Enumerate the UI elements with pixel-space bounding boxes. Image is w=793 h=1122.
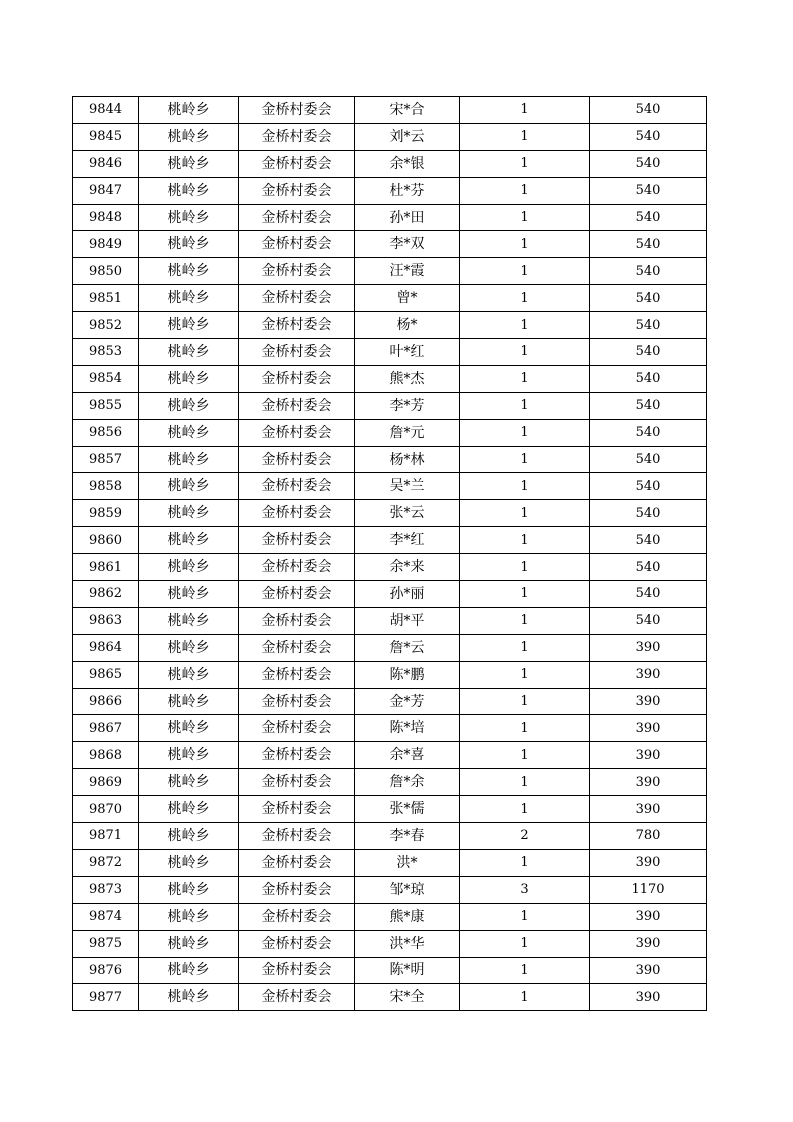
cell-count: 1	[460, 177, 590, 204]
table-row	[73, 123, 707, 150]
cell-amount: 390	[590, 903, 707, 930]
cell-count: 1	[460, 984, 590, 1011]
cell-name: 孙*丽	[355, 581, 460, 608]
cell-township: 桃岭乡	[139, 742, 239, 769]
cell-township: 桃岭乡	[139, 231, 239, 258]
cell-name: 余*来	[355, 554, 460, 581]
cell-name: 李*双	[355, 231, 460, 258]
cell-count: 1	[460, 849, 590, 876]
cell-name: 李*芳	[355, 392, 460, 419]
cell-township: 桃岭乡	[139, 581, 239, 608]
cell-name: 熊*杰	[355, 365, 460, 392]
cell-number: 9863	[73, 607, 139, 634]
table-row	[73, 339, 707, 366]
cell-count: 1	[460, 715, 590, 742]
cell-number: 9876	[73, 957, 139, 984]
cell-amount: 540	[590, 97, 707, 124]
cell-name: 詹*云	[355, 634, 460, 661]
cell-amount: 540	[590, 339, 707, 366]
cell-village: 金桥村委会	[239, 97, 355, 124]
cell-name: 陈*明	[355, 957, 460, 984]
table-body	[73, 97, 707, 1011]
data-table	[72, 96, 707, 1011]
table-row	[73, 581, 707, 608]
cell-name: 孙*田	[355, 204, 460, 231]
cell-amount: 540	[590, 204, 707, 231]
table-row	[73, 527, 707, 554]
cell-village: 金桥村委会	[239, 204, 355, 231]
cell-number: 9872	[73, 849, 139, 876]
cell-count: 1	[460, 903, 590, 930]
cell-number: 9851	[73, 285, 139, 312]
cell-amount: 390	[590, 957, 707, 984]
table-row	[73, 500, 707, 527]
cell-name: 杨*	[355, 312, 460, 339]
cell-township: 桃岭乡	[139, 204, 239, 231]
cell-village: 金桥村委会	[239, 500, 355, 527]
cell-amount: 390	[590, 849, 707, 876]
cell-amount: 540	[590, 150, 707, 177]
cell-count: 1	[460, 204, 590, 231]
cell-count: 1	[460, 392, 590, 419]
cell-number: 9869	[73, 769, 139, 796]
cell-name: 胡*平	[355, 607, 460, 634]
cell-township: 桃岭乡	[139, 930, 239, 957]
cell-name: 叶*红	[355, 339, 460, 366]
cell-count: 1	[460, 957, 590, 984]
cell-count: 1	[460, 796, 590, 823]
cell-amount: 540	[590, 312, 707, 339]
cell-name: 余*喜	[355, 742, 460, 769]
cell-township: 桃岭乡	[139, 634, 239, 661]
cell-village: 金桥村委会	[239, 849, 355, 876]
cell-village: 金桥村委会	[239, 365, 355, 392]
table-row	[73, 97, 707, 124]
table-row	[73, 957, 707, 984]
cell-name: 邹*琼	[355, 876, 460, 903]
cell-count: 1	[460, 527, 590, 554]
cell-name: 余*银	[355, 150, 460, 177]
cell-township: 桃岭乡	[139, 903, 239, 930]
cell-name: 詹*余	[355, 769, 460, 796]
table-row	[73, 258, 707, 285]
table-row	[73, 177, 707, 204]
table-row	[73, 742, 707, 769]
cell-amount: 390	[590, 984, 707, 1011]
cell-township: 桃岭乡	[139, 419, 239, 446]
cell-number: 9877	[73, 984, 139, 1011]
cell-amount: 540	[590, 123, 707, 150]
cell-count: 3	[460, 876, 590, 903]
table-row	[73, 312, 707, 339]
cell-amount: 390	[590, 796, 707, 823]
cell-number: 9857	[73, 446, 139, 473]
cell-count: 1	[460, 634, 590, 661]
cell-count: 1	[460, 339, 590, 366]
cell-township: 桃岭乡	[139, 258, 239, 285]
cell-name: 宋*合	[355, 97, 460, 124]
cell-village: 金桥村委会	[239, 742, 355, 769]
cell-amount: 540	[590, 258, 707, 285]
cell-amount: 780	[590, 823, 707, 850]
table-row	[73, 446, 707, 473]
cell-village: 金桥村委会	[239, 150, 355, 177]
cell-name: 吴*兰	[355, 473, 460, 500]
cell-township: 桃岭乡	[139, 312, 239, 339]
cell-amount: 540	[590, 392, 707, 419]
table-row	[73, 150, 707, 177]
cell-number: 9854	[73, 365, 139, 392]
cell-name: 张*儒	[355, 796, 460, 823]
cell-township: 桃岭乡	[139, 123, 239, 150]
cell-count: 1	[460, 419, 590, 446]
cell-amount: 390	[590, 930, 707, 957]
cell-number: 9860	[73, 527, 139, 554]
table-row	[73, 634, 707, 661]
cell-township: 桃岭乡	[139, 823, 239, 850]
cell-number: 9856	[73, 419, 139, 446]
cell-number: 9846	[73, 150, 139, 177]
cell-township: 桃岭乡	[139, 984, 239, 1011]
cell-name: 洪*华	[355, 930, 460, 957]
cell-name: 熊*康	[355, 903, 460, 930]
table-row	[73, 204, 707, 231]
cell-number: 9852	[73, 312, 139, 339]
cell-number: 9867	[73, 715, 139, 742]
cell-township: 桃岭乡	[139, 97, 239, 124]
cell-number: 9868	[73, 742, 139, 769]
cell-number: 9871	[73, 823, 139, 850]
cell-number: 9844	[73, 97, 139, 124]
table-row	[73, 715, 707, 742]
cell-number: 9847	[73, 177, 139, 204]
cell-township: 桃岭乡	[139, 500, 239, 527]
cell-amount: 540	[590, 581, 707, 608]
cell-name: 陈*培	[355, 715, 460, 742]
cell-name: 金*芳	[355, 688, 460, 715]
cell-amount: 540	[590, 500, 707, 527]
cell-village: 金桥村委会	[239, 231, 355, 258]
cell-village: 金桥村委会	[239, 123, 355, 150]
cell-number: 9855	[73, 392, 139, 419]
cell-township: 桃岭乡	[139, 554, 239, 581]
cell-village: 金桥村委会	[239, 392, 355, 419]
cell-count: 1	[460, 742, 590, 769]
cell-village: 金桥村委会	[239, 258, 355, 285]
cell-amount: 540	[590, 365, 707, 392]
document-page	[72, 96, 706, 1011]
cell-township: 桃岭乡	[139, 715, 239, 742]
cell-village: 金桥村委会	[239, 312, 355, 339]
table-row	[73, 849, 707, 876]
cell-township: 桃岭乡	[139, 150, 239, 177]
table-row	[73, 554, 707, 581]
table-row	[73, 903, 707, 930]
cell-count: 1	[460, 123, 590, 150]
table-row	[73, 285, 707, 312]
cell-village: 金桥村委会	[239, 688, 355, 715]
cell-village: 金桥村委会	[239, 930, 355, 957]
cell-name: 汪*霞	[355, 258, 460, 285]
cell-count: 1	[460, 285, 590, 312]
cell-village: 金桥村委会	[239, 419, 355, 446]
cell-number: 9865	[73, 661, 139, 688]
table-row	[73, 984, 707, 1011]
table-row	[73, 473, 707, 500]
cell-number: 9849	[73, 231, 139, 258]
cell-village: 金桥村委会	[239, 823, 355, 850]
cell-village: 金桥村委会	[239, 634, 355, 661]
cell-number: 9862	[73, 581, 139, 608]
cell-amount: 1170	[590, 876, 707, 903]
cell-township: 桃岭乡	[139, 285, 239, 312]
cell-township: 桃岭乡	[139, 661, 239, 688]
cell-village: 金桥村委会	[239, 796, 355, 823]
cell-village: 金桥村委会	[239, 473, 355, 500]
cell-township: 桃岭乡	[139, 392, 239, 419]
cell-number: 9870	[73, 796, 139, 823]
cell-count: 1	[460, 473, 590, 500]
cell-count: 1	[460, 97, 590, 124]
cell-name: 曾*	[355, 285, 460, 312]
cell-name: 宋*全	[355, 984, 460, 1011]
cell-number: 9875	[73, 930, 139, 957]
cell-township: 桃岭乡	[139, 769, 239, 796]
cell-count: 1	[460, 688, 590, 715]
cell-count: 1	[460, 258, 590, 285]
cell-amount: 540	[590, 473, 707, 500]
table-row	[73, 796, 707, 823]
cell-village: 金桥村委会	[239, 769, 355, 796]
cell-township: 桃岭乡	[139, 607, 239, 634]
cell-count: 1	[460, 581, 590, 608]
cell-amount: 390	[590, 634, 707, 661]
cell-village: 金桥村委会	[239, 581, 355, 608]
table-row	[73, 876, 707, 903]
cell-village: 金桥村委会	[239, 446, 355, 473]
cell-township: 桃岭乡	[139, 473, 239, 500]
cell-count: 1	[460, 769, 590, 796]
table-row	[73, 392, 707, 419]
cell-name: 杨*林	[355, 446, 460, 473]
cell-amount: 390	[590, 715, 707, 742]
cell-township: 桃岭乡	[139, 527, 239, 554]
cell-number: 9845	[73, 123, 139, 150]
cell-village: 金桥村委会	[239, 339, 355, 366]
cell-village: 金桥村委会	[239, 984, 355, 1011]
cell-village: 金桥村委会	[239, 285, 355, 312]
cell-village: 金桥村委会	[239, 177, 355, 204]
cell-amount: 390	[590, 661, 707, 688]
cell-number: 9873	[73, 876, 139, 903]
cell-township: 桃岭乡	[139, 688, 239, 715]
table-row	[73, 419, 707, 446]
cell-amount: 390	[590, 688, 707, 715]
cell-village: 金桥村委会	[239, 661, 355, 688]
cell-village: 金桥村委会	[239, 715, 355, 742]
cell-name: 张*云	[355, 500, 460, 527]
cell-number: 9853	[73, 339, 139, 366]
cell-village: 金桥村委会	[239, 527, 355, 554]
cell-village: 金桥村委会	[239, 876, 355, 903]
cell-number: 9874	[73, 903, 139, 930]
cell-count: 1	[460, 231, 590, 258]
cell-count: 1	[460, 661, 590, 688]
cell-amount: 540	[590, 285, 707, 312]
cell-amount: 390	[590, 769, 707, 796]
cell-village: 金桥村委会	[239, 607, 355, 634]
cell-number: 9859	[73, 500, 139, 527]
cell-name: 陈*鹏	[355, 661, 460, 688]
table-row	[73, 823, 707, 850]
cell-name: 詹*元	[355, 419, 460, 446]
cell-township: 桃岭乡	[139, 365, 239, 392]
cell-village: 金桥村委会	[239, 554, 355, 581]
cell-amount: 540	[590, 231, 707, 258]
cell-number: 9861	[73, 554, 139, 581]
cell-count: 1	[460, 554, 590, 581]
cell-township: 桃岭乡	[139, 796, 239, 823]
cell-number: 9850	[73, 258, 139, 285]
cell-township: 桃岭乡	[139, 339, 239, 366]
cell-name: 刘*云	[355, 123, 460, 150]
table-row	[73, 930, 707, 957]
cell-name: 李*春	[355, 823, 460, 850]
table-row	[73, 607, 707, 634]
cell-count: 1	[460, 500, 590, 527]
cell-count: 1	[460, 365, 590, 392]
cell-township: 桃岭乡	[139, 446, 239, 473]
cell-number: 9866	[73, 688, 139, 715]
cell-amount: 540	[590, 446, 707, 473]
cell-amount: 540	[590, 527, 707, 554]
cell-village: 金桥村委会	[239, 903, 355, 930]
cell-count: 1	[460, 607, 590, 634]
cell-township: 桃岭乡	[139, 957, 239, 984]
cell-count: 1	[460, 312, 590, 339]
cell-count: 1	[460, 150, 590, 177]
cell-township: 桃岭乡	[139, 177, 239, 204]
cell-number: 9864	[73, 634, 139, 661]
table-row	[73, 661, 707, 688]
cell-amount: 540	[590, 419, 707, 446]
table-row	[73, 231, 707, 258]
table-row	[73, 688, 707, 715]
cell-township: 桃岭乡	[139, 849, 239, 876]
cell-count: 1	[460, 446, 590, 473]
cell-name: 李*红	[355, 527, 460, 554]
cell-name: 洪*	[355, 849, 460, 876]
cell-amount: 390	[590, 742, 707, 769]
cell-amount: 540	[590, 554, 707, 581]
cell-name: 杜*芬	[355, 177, 460, 204]
cell-amount: 540	[590, 177, 707, 204]
cell-number: 9858	[73, 473, 139, 500]
cell-number: 9848	[73, 204, 139, 231]
cell-count: 2	[460, 823, 590, 850]
table-row	[73, 365, 707, 392]
cell-amount: 540	[590, 607, 707, 634]
cell-township: 桃岭乡	[139, 876, 239, 903]
cell-village: 金桥村委会	[239, 957, 355, 984]
cell-count: 1	[460, 930, 590, 957]
table-row	[73, 769, 707, 796]
